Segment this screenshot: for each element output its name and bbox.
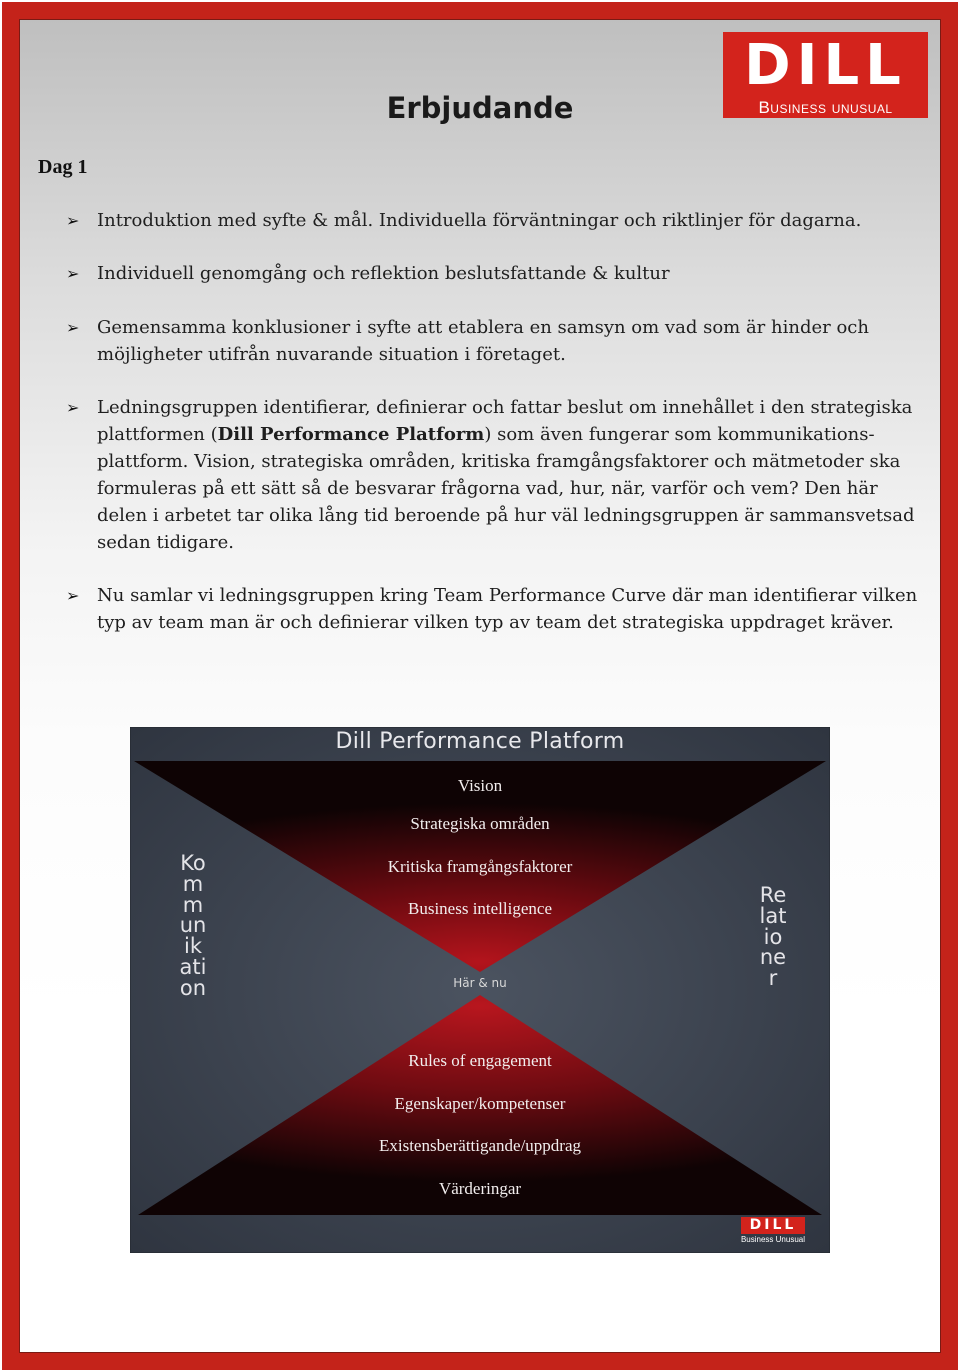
- page-title: Erbjudande: [386, 91, 574, 125]
- list-item: [66, 394, 921, 556]
- list-item-text: Gemensamma konklusioner i syfte att etablera en samsyn om vad som är hinder och möjligheter utifrån nuvarande situation i företaget.: [97, 317, 869, 365]
- diagram-item: Värderingar: [438, 1179, 522, 1198]
- arrow-bullet-icon: ➢: [66, 586, 80, 605]
- list-item: [66, 582, 921, 636]
- list-item: [66, 260, 921, 287]
- right-vertical-label: Relationer: [759, 883, 787, 991]
- list-item-text: Nu samlar vi ledningsgruppen kring Team Performance Curve där man identifierar vilken typ av team man är och definierar vilken typ av team det strategiska uppdraget kräver.: [97, 585, 918, 633]
- diagram-item: Strategiska områden: [410, 814, 550, 833]
- arrow-bullet-icon: ➢: [66, 211, 80, 230]
- arrow-bullet-icon: ➢: [66, 264, 80, 283]
- performance-platform-diagram: [130, 727, 830, 1253]
- here-and-now-label: Här & nu: [453, 976, 507, 990]
- list-item-text: Introduktion med syfte & mål. Individuella förväntningar och riktlinjer för dagarna.: [97, 210, 862, 231]
- diagram-logo: [738, 1217, 808, 1245]
- list-item-text: Individuell genomgång och reflektion beslutsfattande & kultur: [97, 263, 670, 284]
- list-item-text: [97, 394, 921, 556]
- arrow-bullet-icon: ➢: [66, 318, 80, 337]
- arrow-bullet-icon: ➢: [66, 398, 80, 417]
- platform-name: Dill Performance Platform: [217, 424, 485, 445]
- day-heading: Dag 1: [38, 156, 88, 178]
- diagram-item: Existensberättigande/uppdrag: [378, 1136, 582, 1155]
- list-item: [66, 314, 896, 368]
- diagram-item: Kritiska framgångsfaktorer: [387, 857, 573, 876]
- logo-tagline: Business unusual: [758, 98, 893, 117]
- diagram-item: Egenskaper/kompetenser: [394, 1094, 566, 1113]
- diagram-item: Rules of engagement: [408, 1051, 552, 1070]
- logo-word: DILL: [744, 33, 907, 98]
- diagram-item: Business intelligence: [407, 899, 552, 918]
- list-item-text-start: Ledningsgruppen identifierar, definierar och fattar beslut om innehållet i den strategiska plattformen (: [97, 397, 913, 445]
- diagram-logo-word: DILL: [749, 1217, 797, 1233]
- diagram-title: Dill Performance Platform: [335, 729, 625, 754]
- diagram-logo-tagline: Business Unusual: [740, 1235, 806, 1244]
- left-vertical-label: Kommunikation: [179, 851, 207, 1000]
- list-item: [66, 207, 921, 234]
- diagram-item: Vision: [457, 776, 503, 795]
- list-item-text-end: ) som även fungerar som kommunikations-plattform. Vision, strategiska områden, kritiska framgångsfaktorer och mätmetoder ska formuleras på ett sätt så de besvarar frågorna vad, hur, när, varför och vem? Den här delen i arbetet tar olika lång tid beroende på hur väl ledningsgruppen är sammansvetsad sedan tidigare.: [97, 424, 915, 553]
